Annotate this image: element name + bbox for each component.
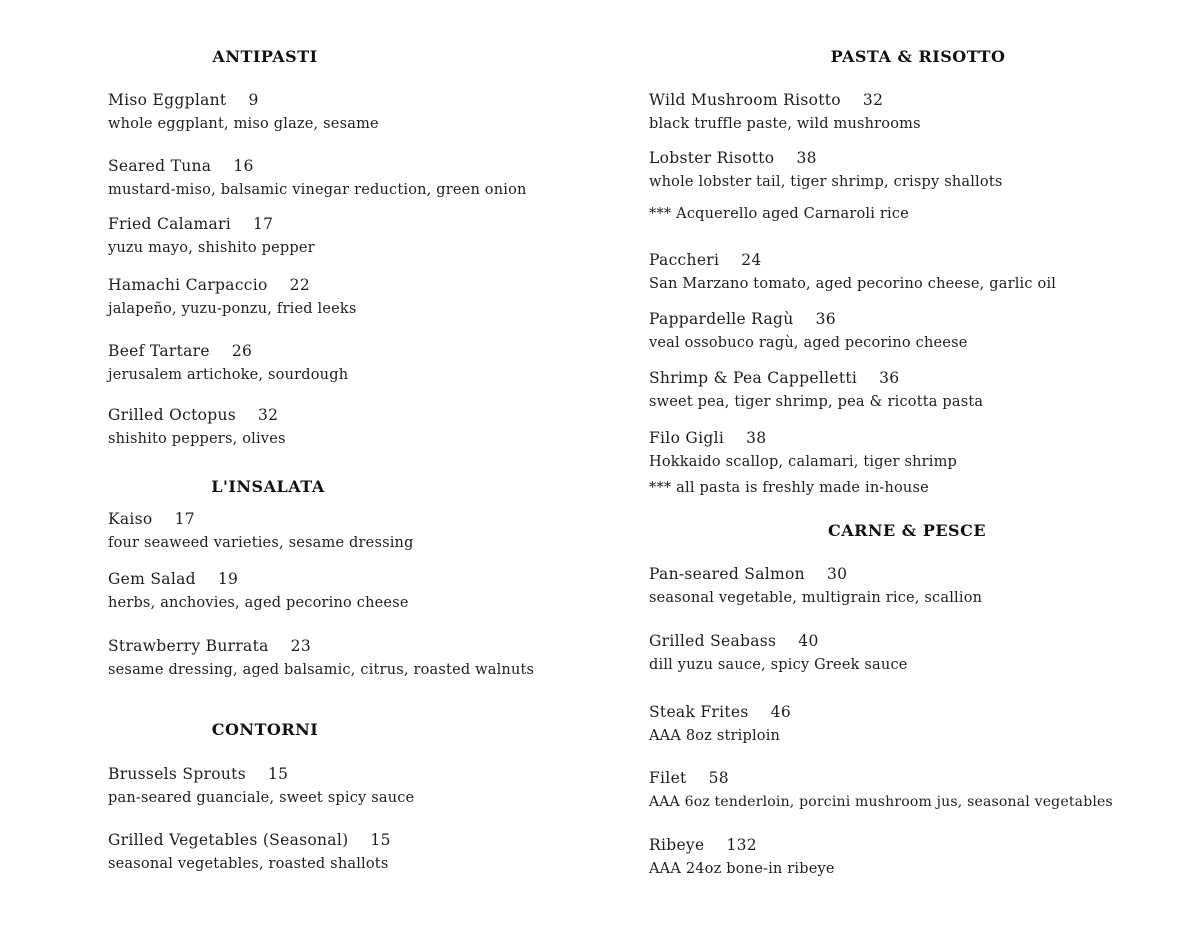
menu-item (108, 509, 414, 553)
item-price: 132 (726, 836, 757, 854)
menu-item (108, 830, 391, 874)
item-name: Seared Tuna (108, 157, 212, 175)
item-description: sesame dressing, aged balsamic, citrus, roasted walnuts (108, 662, 535, 678)
item-name: Kaiso (108, 510, 153, 528)
pasta-note: *** all pasta is freshly made in-house (649, 480, 929, 496)
item-description: AAA 6oz tenderloin, porcini mushroom jus, seasonal vegetables (649, 794, 1113, 810)
item-name: Grilled Seabass (649, 632, 777, 650)
section-heading-carne-pesce: CARNE & PESCE (827, 521, 987, 540)
section-heading-contorni: CONTORNI (211, 720, 319, 739)
item-name: Fried Calamari (108, 215, 231, 233)
item-description: sweet pea, tiger shrimp, pea & ricotta pasta (649, 394, 984, 410)
item-price: 58 (708, 769, 729, 787)
item-price: 36 (879, 369, 900, 387)
menu-item (108, 275, 357, 319)
item-name: Grilled Vegetables (Seasonal) (108, 831, 349, 849)
item-name: Filet (649, 769, 687, 787)
section-heading-antipasti: ANTIPASTI (212, 47, 318, 66)
menu-item (108, 341, 348, 385)
item-description: pan-seared guanciale, sweet spicy sauce (108, 790, 415, 806)
item-price: 16 (233, 157, 254, 175)
item-price: 22 (289, 276, 310, 294)
item-price: 15 (370, 831, 391, 849)
menu-item (108, 214, 315, 258)
item-name: Pappardelle Ragù (649, 310, 794, 328)
menu-item (649, 90, 921, 134)
item-description: whole eggplant, miso glaze, sesame (108, 116, 379, 132)
menu-item (108, 405, 286, 449)
item-name: Lobster Risotto (649, 149, 775, 167)
item-price: 9 (248, 91, 259, 109)
item-description: shishito peppers, olives (108, 431, 286, 447)
rice-note: *** Acquerello aged Carnaroli rice (649, 206, 909, 222)
item-description: veal ossobuco ragù, aged pecorino cheese (649, 335, 968, 351)
menu-item (108, 156, 527, 200)
item-price: 40 (798, 632, 819, 650)
item-price: 26 (231, 342, 253, 360)
section-heading-insalata: L'INSALATA (211, 477, 325, 496)
item-description: dill yuzu sauce, spicy Greek sauce (649, 657, 908, 673)
item-price: 46 (770, 703, 791, 721)
item-name: Filo Gigli (649, 429, 725, 447)
menu-item (649, 368, 983, 412)
item-price: 38 (746, 429, 767, 447)
item-name: Grilled Octopus (108, 406, 236, 424)
menu-item (649, 564, 982, 608)
menu-item (649, 148, 1003, 192)
item-price: 24 (741, 251, 762, 269)
item-description: mustard-miso, balsamic vinegar reduction, green onion (108, 182, 527, 198)
section-heading-pasta-risotto: PASTA & RISOTTO (830, 47, 1006, 66)
item-description: Hokkaido scallop, calamari, tiger shrimp (649, 454, 958, 470)
item-description: jalapeño, yuzu-ponzu, fried leeks (108, 301, 357, 317)
item-name: Ribeye (649, 836, 705, 854)
item-description: herbs, anchovies, aged pecorino cheese (108, 595, 409, 611)
item-price: 19 (217, 570, 239, 588)
item-description: whole lobster tail, tiger shrimp, crispy shallots (649, 174, 1003, 190)
item-price: 32 (862, 91, 884, 109)
item-description: seasonal vegetables, roasted shallots (108, 856, 389, 872)
item-description: four seaweed varieties, sesame dressing (108, 535, 414, 551)
menu-item (108, 90, 379, 134)
menu-item (108, 569, 409, 613)
item-description: San Marzano tomato, aged pecorino cheese, garlic oil (649, 276, 1057, 292)
item-description: black truffle paste, wild mushrooms (649, 116, 921, 132)
menu-item (649, 631, 908, 675)
item-description: AAA 24oz bone-in ribeye (649, 861, 835, 877)
item-name: Miso Eggplant (108, 91, 227, 109)
item-name: Paccheri (649, 251, 720, 269)
menu-item (108, 636, 534, 680)
menu-item (649, 428, 957, 472)
item-description: seasonal vegetable, multigrain rice, scallion (649, 590, 983, 606)
item-price: 38 (796, 149, 817, 167)
item-description: yuzu mayo, shishito pepper (108, 240, 315, 256)
menu-item (649, 835, 835, 879)
item-name: Brussels Sprouts (108, 765, 246, 783)
menu-item (649, 702, 791, 746)
item-price: 17 (252, 215, 274, 233)
item-name: Gem Salad (108, 570, 196, 588)
item-price: 15 (267, 765, 289, 783)
item-name: Wild Mushroom Risotto (649, 91, 841, 109)
item-description: jerusalem artichoke, sourdough (108, 367, 349, 383)
item-name: Hamachi Carpaccio (108, 276, 268, 294)
menu-item (649, 309, 968, 353)
item-name: Pan-seared Salmon (649, 565, 805, 583)
item-price: 23 (290, 637, 311, 655)
item-price: 36 (815, 310, 836, 328)
menu-item (649, 768, 1113, 812)
item-name: Steak Frites (649, 703, 749, 721)
item-description: AAA 8oz striploin (649, 728, 781, 744)
item-name: Shrimp & Pea Cappelletti (649, 369, 858, 387)
item-price: 32 (258, 406, 279, 424)
item-price: 17 (174, 510, 195, 528)
menu-item (649, 250, 1056, 294)
item-name: Beef Tartare (108, 342, 210, 360)
item-name: Strawberry Burrata (108, 637, 269, 655)
item-price: 30 (826, 565, 848, 583)
menu-item (108, 764, 414, 808)
